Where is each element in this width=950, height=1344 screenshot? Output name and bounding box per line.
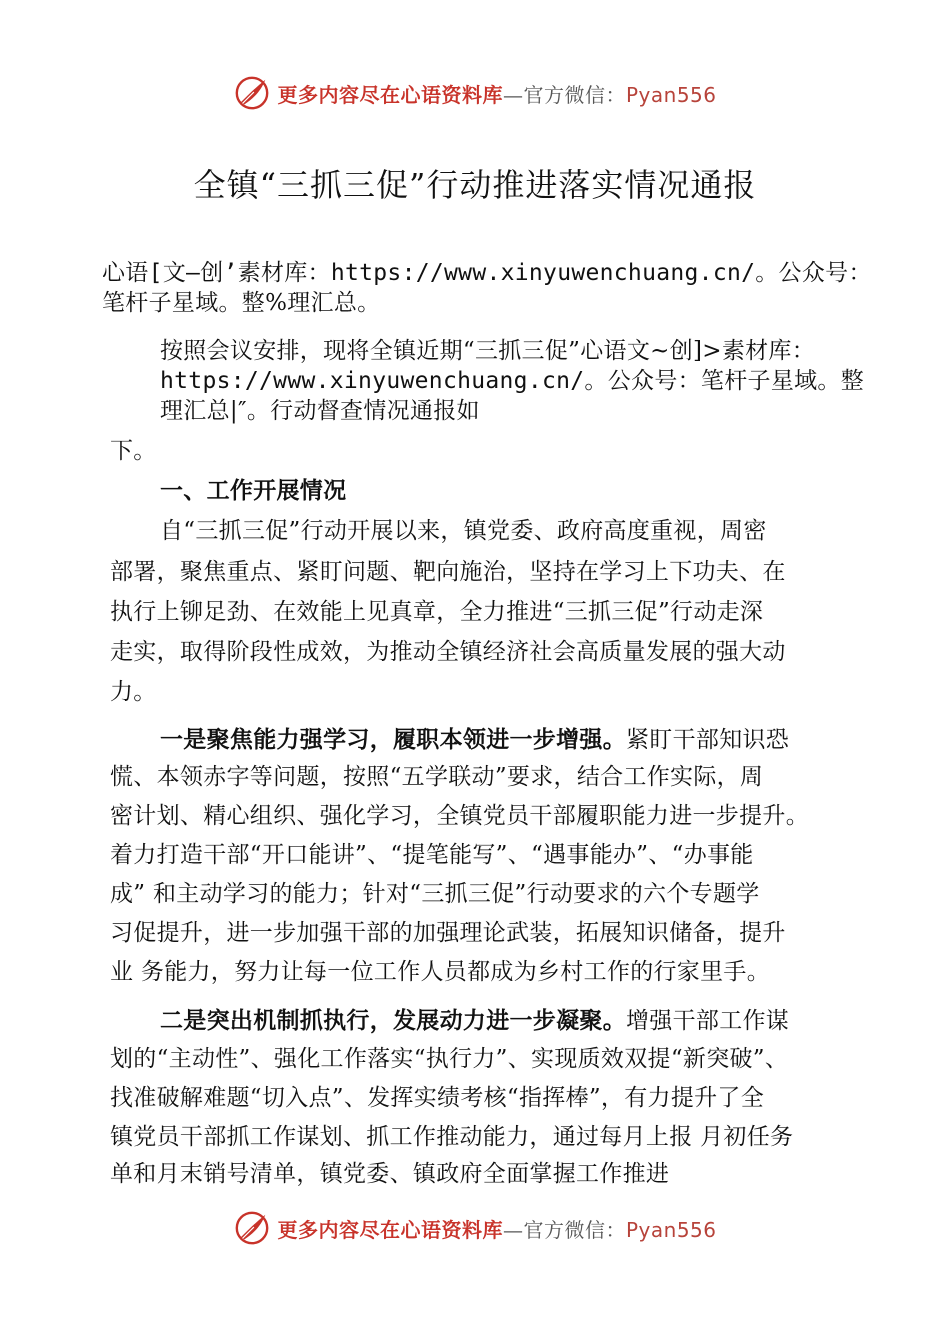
- header-banner: [0, 73, 950, 113]
- footer-banner: [0, 1208, 950, 1248]
- intro-line-1: 心语[文—创’素材库：https://www.xinyuwenchuang.cn/。公众号：: [102, 260, 872, 286]
- banner-wechat-label: 官方微信：: [523, 1217, 626, 1242]
- section-heading: 一、工作开展情况: [160, 478, 347, 504]
- banner-wechat-id: Pyan556: [625, 1217, 717, 1242]
- quill-logo-icon: [233, 74, 271, 112]
- para3-line-4: 着力打造干部“开口能讲”、“提笔能写”、“遇事能办”、“办事能: [110, 842, 754, 868]
- banner-main: 更多内容尽在心语资料库: [277, 1217, 503, 1242]
- para4-line-2: 划的“主动性”、强化工作落实“执行力”、实现质效双提“新突破”、: [110, 1046, 789, 1072]
- para3-line-2: 慌、本领赤字等问题，按照“五学联动”要求，结合工作实际，周: [110, 764, 764, 790]
- banner-dash: —: [502, 1217, 524, 1242]
- para2-line-2: 部署，聚焦重点、紧盯问题、靶向施治，坚持在学习上下功夫、在: [110, 559, 786, 585]
- para2-line-4: 走实，取得阶段性成效，为推动全镇经济社会高质量发展的强大动: [110, 639, 786, 665]
- banner-dash: —: [502, 82, 524, 107]
- para2-line-5: 力。: [110, 679, 157, 705]
- para1-line-2: https://www.xinyuwenchuang.cn/。公众号：笔杆子星域。整: [160, 368, 865, 394]
- intro-line-2: 笔杆子星域。整%理汇总。: [102, 290, 381, 316]
- para3-lead: 一是聚焦能力强学习，履职本领进一步增强。: [160, 727, 626, 753]
- banner-text: [277, 1214, 716, 1243]
- banner-main: 更多内容尽在心语资料库: [277, 82, 503, 107]
- para1-line-1: 按照会议安排，现将全镇近期“三抓三促”心语文~创]>素材库：: [160, 338, 816, 364]
- para3-line-1-rest: 紧盯干部知识恐: [626, 727, 790, 753]
- para3-line-1: [160, 725, 789, 755]
- para4-line-4: 镇党员干部抓工作谋划、抓工作推动能力，通过每月上报 月初任务: [110, 1124, 794, 1150]
- banner-wechat-label: 官方微信：: [523, 82, 626, 107]
- para3-line-6: 习促提升，进一步加强干部的加强理论武装，拓展知识储备，提升: [110, 920, 786, 946]
- para3-line-7: 业 务能力，努力让每一位工作人员都成为乡村工作的行家里手。: [110, 959, 771, 985]
- para4-lead: 二是突出机制抓执行，发展动力进一步凝聚。: [160, 1008, 626, 1034]
- para1-line-4: 下。: [110, 438, 157, 464]
- document-title: 全镇“三抓三促”行动推进落实情况通报: [193, 166, 757, 204]
- banner-wechat-id: Pyan556: [625, 82, 717, 107]
- para1-line-3: 理汇总|″。行动督查情况通报如: [160, 398, 480, 424]
- para2-line-3: 执行上铆足劲、在效能上见真章，全力推进“三抓三促”行动走深: [110, 599, 764, 625]
- para4-line-1-rest: 增强干部工作谋: [626, 1008, 790, 1034]
- para3-line-5: 成” 和主动学习的能力；针对“三抓三促”行动要求的六个专题学: [110, 881, 760, 907]
- para4-line-1: [160, 1006, 789, 1036]
- para4-line-5: 单和月末销号清单，镇党委、镇政府全面掌握工作推进: [110, 1161, 670, 1187]
- para2-line-1: 自“三抓三促”行动开展以来，镇党委、政府高度重视，周密: [160, 518, 767, 544]
- quill-logo-icon: [233, 1209, 271, 1247]
- banner-text: [277, 79, 716, 108]
- para3-line-3: 密计划、精心组织、强化学习，全镇党员干部履职能力进一步提升。: [110, 803, 809, 829]
- para4-line-3: 找准破解难题“切入点”、发挥实绩考核“指挥棒”，有力提升了全: [110, 1085, 765, 1111]
